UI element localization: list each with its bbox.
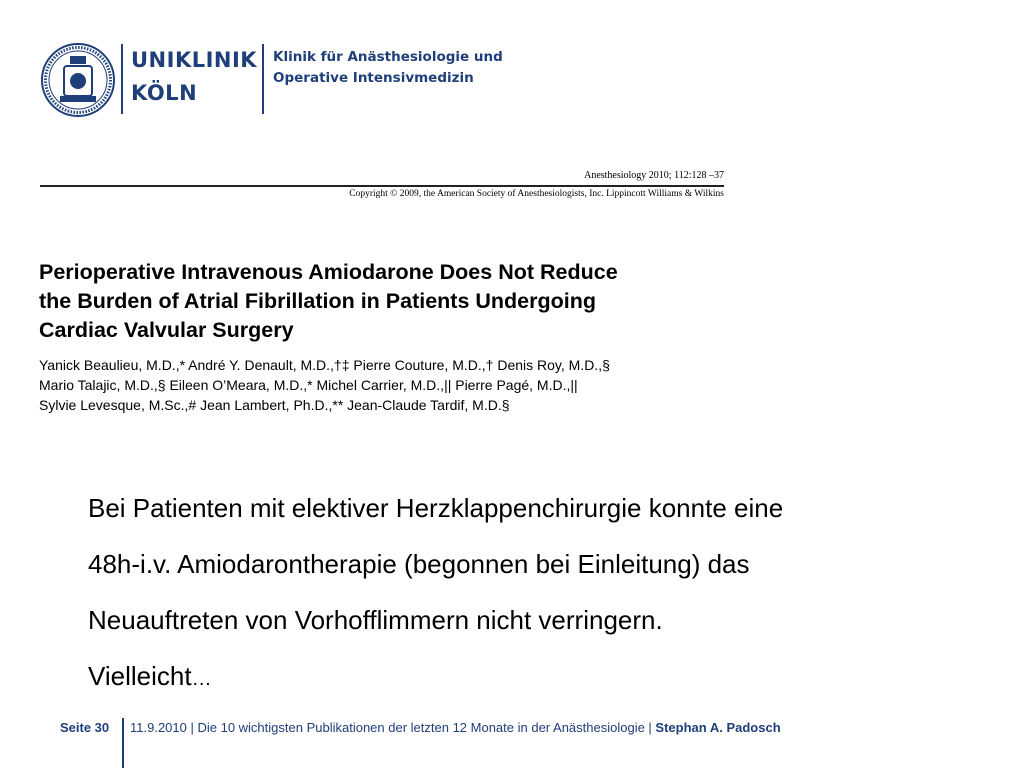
author-list	[39, 355, 739, 415]
footer-info	[130, 720, 781, 735]
statement-line: Bei Patienten mit elektiver Herzklappenchirurgie konnte eine	[88, 493, 784, 523]
summary-statement	[88, 480, 968, 707]
university-logo-text	[131, 44, 257, 110]
university-seal-icon	[40, 42, 116, 118]
statement-last-line	[88, 648, 968, 707]
title-line: Perioperative Intravenous Amiodarone Does Not Reduce	[39, 260, 618, 284]
logo-divider	[121, 44, 123, 114]
title-line: the Burden of Atrial Fibrillation in Patients Undergoing	[39, 289, 597, 313]
statement-line: 48h-i.v. Amiodarontherapie (begonnen bei Einleitung) das	[88, 549, 750, 579]
clinic-name	[273, 47, 503, 89]
paper-title	[39, 258, 759, 345]
logo-divider	[262, 44, 264, 114]
title-line: Cardiac Valvular Surgery	[39, 318, 294, 342]
copyright-notice: Copyright © 2009, the American Society of Anesthesiologists, Inc. Lippincott Williams & Wilkins	[349, 189, 724, 199]
author-line: Mario Talajic, M.D.,§ Eileen O’Meara, M.D.,* Michel Carrier, M.D.,|| Pierre Pagé, M.D.,||	[39, 377, 578, 393]
ellipsis: …	[191, 668, 212, 690]
statement-last-word: Vielleicht	[88, 661, 192, 691]
footer-author: Stephan A. Padosch	[655, 720, 781, 735]
page-number: Seite 30	[60, 720, 110, 735]
footer-text: 11.9.2010 | Die 10 wichtigsten Publikationen der letzten 12 Monate in der Anästhesiologie |	[130, 720, 656, 735]
footer-divider	[122, 718, 124, 768]
clinic-line-2: Operative Intensivmedizin	[273, 70, 474, 86]
author-line: Sylvie Levesque, M.Sc.,# Jean Lambert, Ph.D.,** Jean-Claude Tardif, M.D.§	[39, 397, 510, 413]
logo-line-1: UNIKLINIK	[131, 48, 258, 72]
author-line: Yanick Beaulieu, M.D.,* André Y. Denault, M.D.,†‡ Pierre Couture, M.D.,† Denis Roy, M.D.,§	[39, 357, 610, 373]
clinic-line-1: Klinik für Anästhesiologie und	[273, 49, 503, 65]
logo-line-2: KÖLN	[131, 81, 198, 105]
statement-line: Neuauftreten von Vorhofflimmern nicht verringern.	[88, 605, 663, 635]
journal-reference: Anesthesiology 2010; 112:128 –37	[584, 170, 724, 181]
header-rule	[40, 185, 724, 187]
